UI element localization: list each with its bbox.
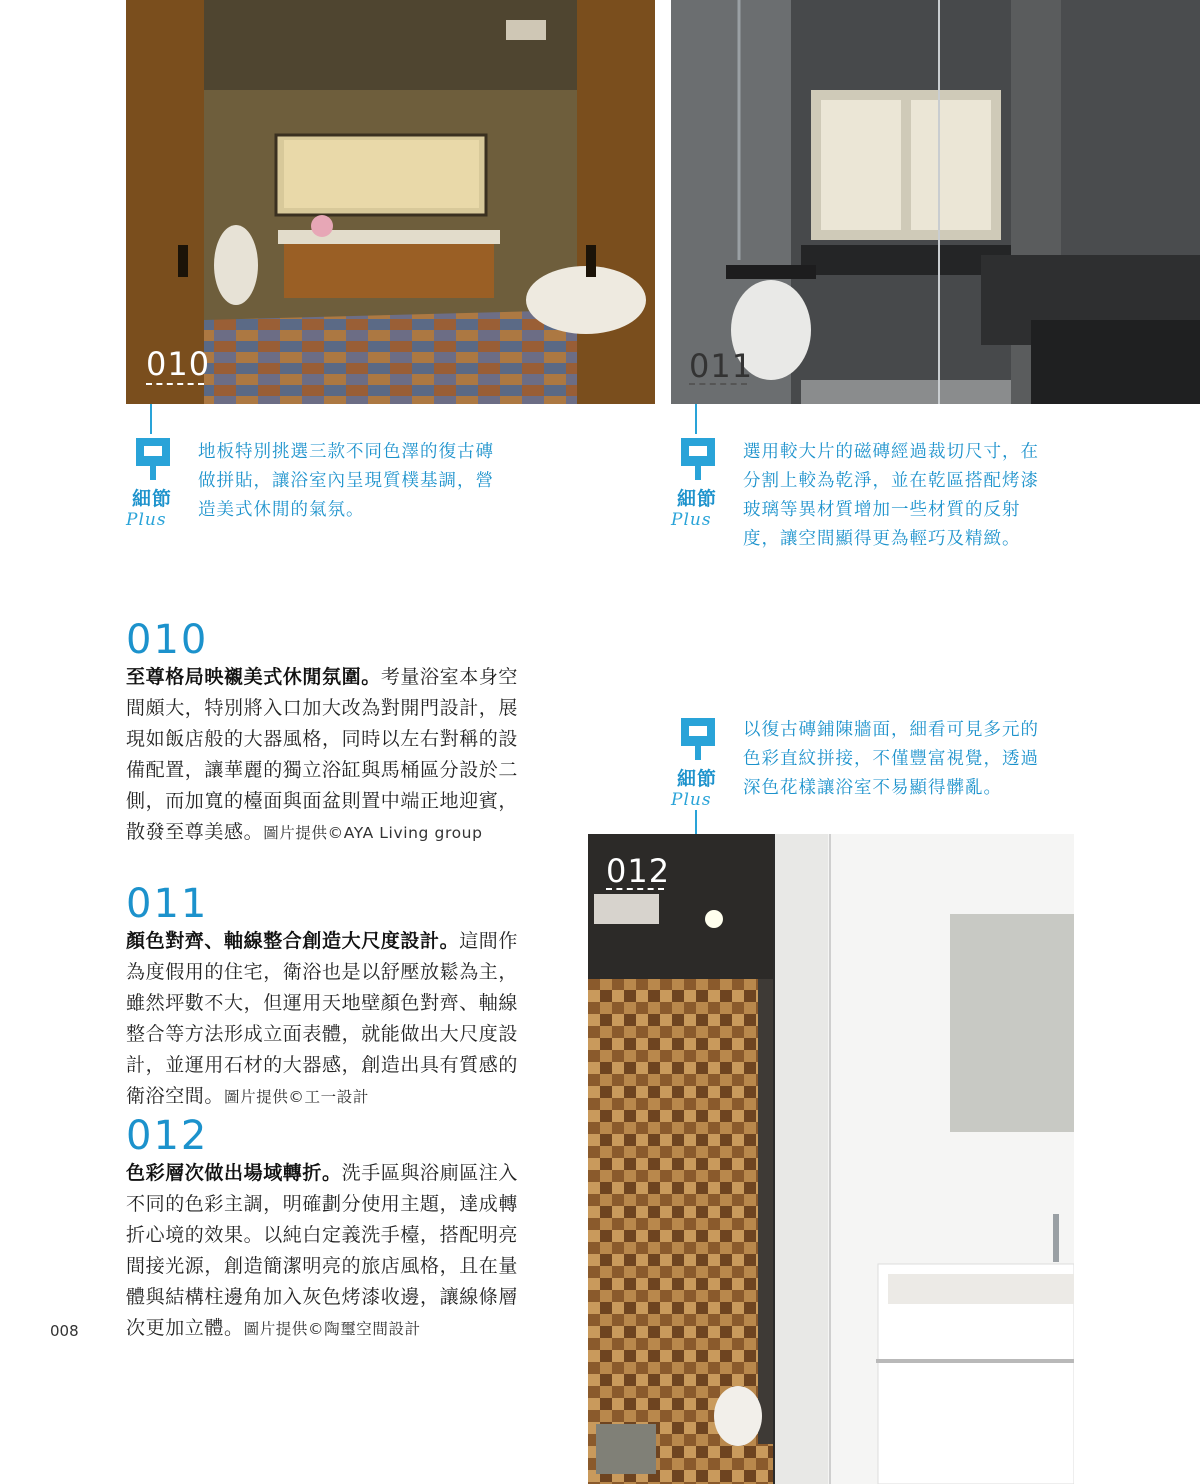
photo-number-012: 012 [606, 852, 671, 890]
photo-number-dash [146, 383, 204, 385]
caption-line: 色彩直紋拼接，不僅豐富視覺，透過 [743, 749, 1039, 769]
detail-plus-badge-011 [667, 438, 731, 538]
section-text: 這間作為度假用的住宅，衛浴也是以舒壓放鬆為主，雖然坪數不大，但運用天地壁顏色對齊、軸線整合等方法形成立面表體，就能做出大尺度設計，並運用石材的大器感，創造出具有質感的衛浴空間。 [126, 930, 519, 1107]
caption-line: 深色花樣讓浴室不易顯得髒亂。 [743, 778, 1002, 798]
section-010 [126, 618, 520, 849]
caption-line: 造美式休閒的氣氛。 [198, 500, 365, 520]
photo-credit: 圖片提供©AYA Living group [263, 824, 483, 842]
caption-line: 以復古磚鋪陳牆面，細看可見多元的 [743, 720, 1039, 740]
photo-number-010: 010 [146, 345, 211, 383]
photo-number-dash [606, 888, 664, 890]
section-012 [126, 1114, 520, 1345]
section-title: 顏色對齊、軸線整合創造大尺度設計。 [126, 930, 460, 952]
badge-title: 細節 [676, 488, 717, 510]
caption-line: 地板特別挑選三款不同色澤的復古磚 [198, 442, 494, 462]
section-number: 010 [126, 617, 209, 663]
detail-plus-badge-012 [667, 718, 731, 818]
caption-line: 玻璃等異材質增加一些材質的反射 [743, 500, 1021, 520]
photo-011 [671, 0, 1200, 404]
section-body [126, 1158, 520, 1345]
caption-011 [743, 438, 1073, 554]
section-title: 至尊格局映襯美式休閒氛圍。 [126, 666, 381, 688]
section-text: 洗手區與浴廁區注入不同的色彩主調，明確劃分使用主題，達成轉折心境的效果。以純白定義洗手檯，搭配明亮間接光源，創造簡潔明亮的旅店風格，且在量體與結構柱邊角加入灰色烤漆收邊，讓線條層次更加立體。 [126, 1162, 519, 1339]
detail-plus-icon [681, 438, 715, 480]
section-body [126, 662, 520, 849]
photo-credit: 圖片提供©陶璽空間設計 [243, 1320, 421, 1338]
badge-title: 細節 [676, 768, 717, 790]
photo-credit: 圖片提供©工一設計 [224, 1088, 369, 1106]
section-number: 012 [126, 1113, 209, 1159]
caption-line: 選用較大片的磁磚經過裁切尺寸，在 [743, 442, 1039, 462]
photo-010 [126, 0, 655, 404]
section-body [126, 926, 520, 1113]
caption-line: 度，讓空間顯得更為輕巧及精緻。 [743, 529, 1021, 549]
badge-plus: Plus [671, 510, 712, 530]
photo-number-011: 011 [689, 347, 754, 385]
section-title: 色彩層次做出場域轉折。 [126, 1162, 342, 1184]
leader-line-011 [695, 404, 697, 434]
photo-012 [588, 834, 1074, 1484]
page-number: 008 [50, 1322, 79, 1340]
badge-plus: Plus [126, 510, 167, 530]
leader-line-010 [150, 404, 152, 434]
section-number: 011 [126, 881, 209, 927]
badge-plus: Plus [671, 790, 712, 810]
section-011 [126, 882, 520, 1113]
caption-line: 做拼貼，讓浴室內呈現質樸基調，營 [198, 471, 494, 491]
caption-010 [198, 438, 528, 525]
detail-plus-icon [681, 718, 715, 760]
photo-number-dash [689, 383, 747, 385]
caption-012 [743, 716, 1073, 803]
detail-plus-badge-010 [122, 438, 186, 538]
badge-title: 細節 [131, 488, 172, 510]
section-text: 考量浴室本身空間頗大，特別將入口加大改為對開門設計，展現如飯店般的大器風格，同時以左右對稱的設備配置，讓華麗的獨立浴缸與馬桶區分設於二側，而加寬的檯面與面盆則置中端正地迎賓，散發至尊美感。 [126, 666, 519, 843]
caption-line: 分割上較為乾淨，並在乾區搭配烤漆 [743, 471, 1039, 491]
detail-plus-icon [136, 438, 170, 480]
